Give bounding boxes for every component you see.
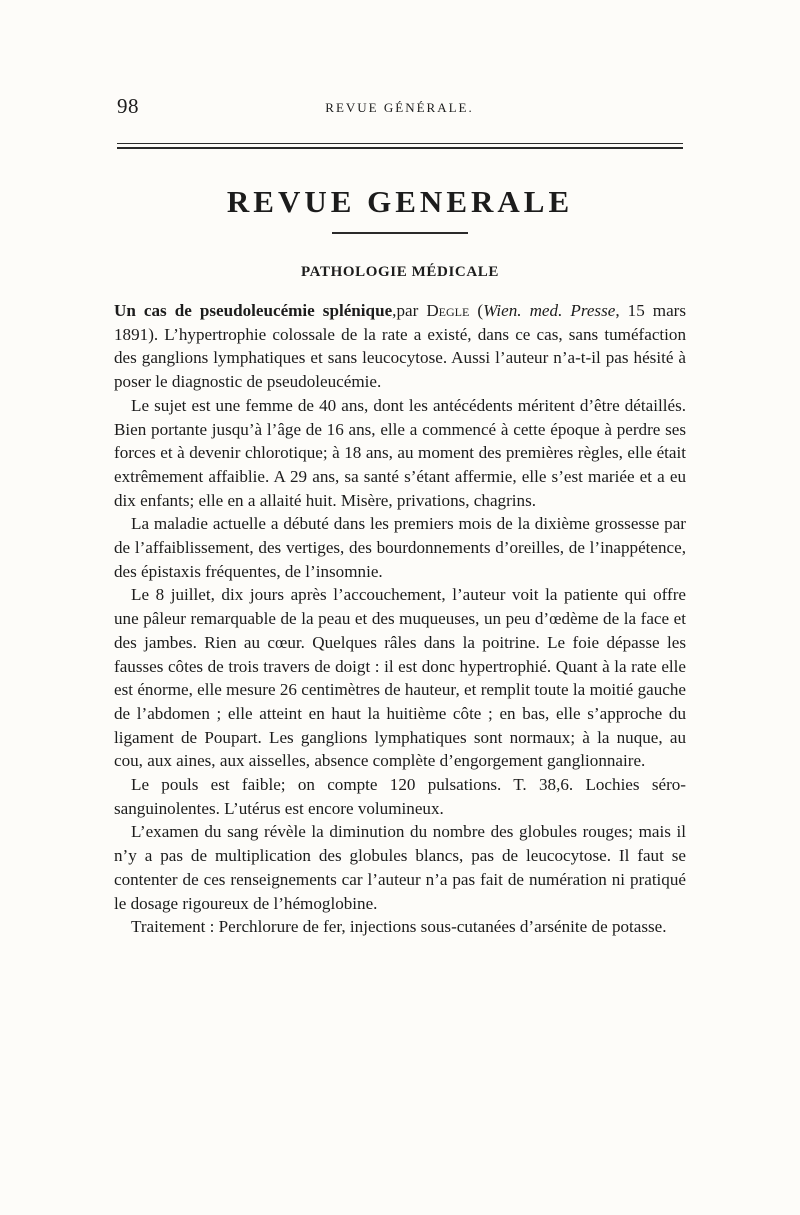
- paragraph-examen-sang: L’examen du sang révèle la diminution du nombre des globules rouges; mais il n’y a pas de multiplication des globules blancs, pas de leucocytose. Il faut se contenter de ces renseignements car l’auteur n’a pas fait de numération ni pratiqué le dosage rigoureux de l’hémoglobine.: [114, 822, 686, 913]
- page-number: 98: [117, 94, 139, 118]
- article-intro-paragraph: [114, 299, 686, 394]
- journal-name: Wien. med. Presse: [483, 301, 616, 320]
- paragraph-traitement: Traitement : Perchlorure de fer, injections sous-cutanées d’arsénite de potasse.: [131, 917, 667, 937]
- section-heading: PATHOLOGIE MÉDICALE: [301, 264, 499, 280]
- author-name: Degle: [426, 301, 470, 320]
- byline-prefix: ,par: [392, 301, 427, 320]
- paragraph-antecedents: Le sujet est une femme de 40 ans, dont les antécédents méritent d’être détaillés. Bien portante jusqu’à l’âge de 16 ans, elle a commencé à cette époque à perdre ses forces et à devenir chlorotique; à 18 ans, au moment des premières règles, elle était extrêmement affaiblie. A 29 ans, sa santé s’étant affermie, elle s’est mariée et a eu dix enfants; elle en a allaité huit. Misère, privations, chagrins.: [114, 395, 686, 510]
- title-rule: [332, 232, 468, 234]
- page-title: REVUE GENERALE: [226, 184, 574, 219]
- running-head: [117, 94, 682, 124]
- running-title: REVUE GÉNÉRALE.: [325, 100, 474, 115]
- article-body: [114, 299, 686, 939]
- citation-text: , 15 mars 1891). L’hypertrophie colossale de la rate a existé, dans ce cas, sans tuméfaction des ganglions lymphatiques et sans leucocytose. Aussi l’auteur n’a-t-il pas hésité à poser le diagnostic de pseudoleucémie.: [114, 301, 687, 392]
- paragraph-pouls: Le pouls est faible; on compte 120 pulsations. T. 38,6. Lochies séro-sanguinolentes. L’utérus est encore volumineux.: [114, 775, 686, 818]
- citation-open: (: [469, 301, 484, 320]
- article-lead-title: Un cas de pseudoleucémie splénique: [114, 301, 393, 320]
- paragraph-examen-clinique: Le 8 juillet, dix jours après l’accouchement, l’auteur voit la patiente qui offre une pâleur remarquable de la peau et des muqueuses, un peu d’œdème de la face et des jambes. Rien au cœur. Quelques râles dans la poitrine. Le foie dépasse les fausses côtes de trois travers de doigt : il est donc hypertrophié. Quant à la rate elle est énorme, elle mesure 26 centimètres de hauteur, et remplit toute la moitié gauche de l’abdomen ; elle atteint en haut la huitième côte ; en bas, elle s’approche du ligament de Poupart. Les ganglions lymphatiques sont normaux; à la nuque, au cou, aux aines, aux aisselles, absence complète d’engorgement ganglionnaire.: [114, 585, 686, 771]
- header-rule: [117, 143, 683, 149]
- paragraph-maladie: La maladie actuelle a débuté dans les premiers mois de la dixième grossesse par de l’affaiblissement, des vertiges, des bourdonnements d’oreilles, de l’inappétence, des épistaxis fréquentes, de l’insomnie.: [114, 514, 686, 581]
